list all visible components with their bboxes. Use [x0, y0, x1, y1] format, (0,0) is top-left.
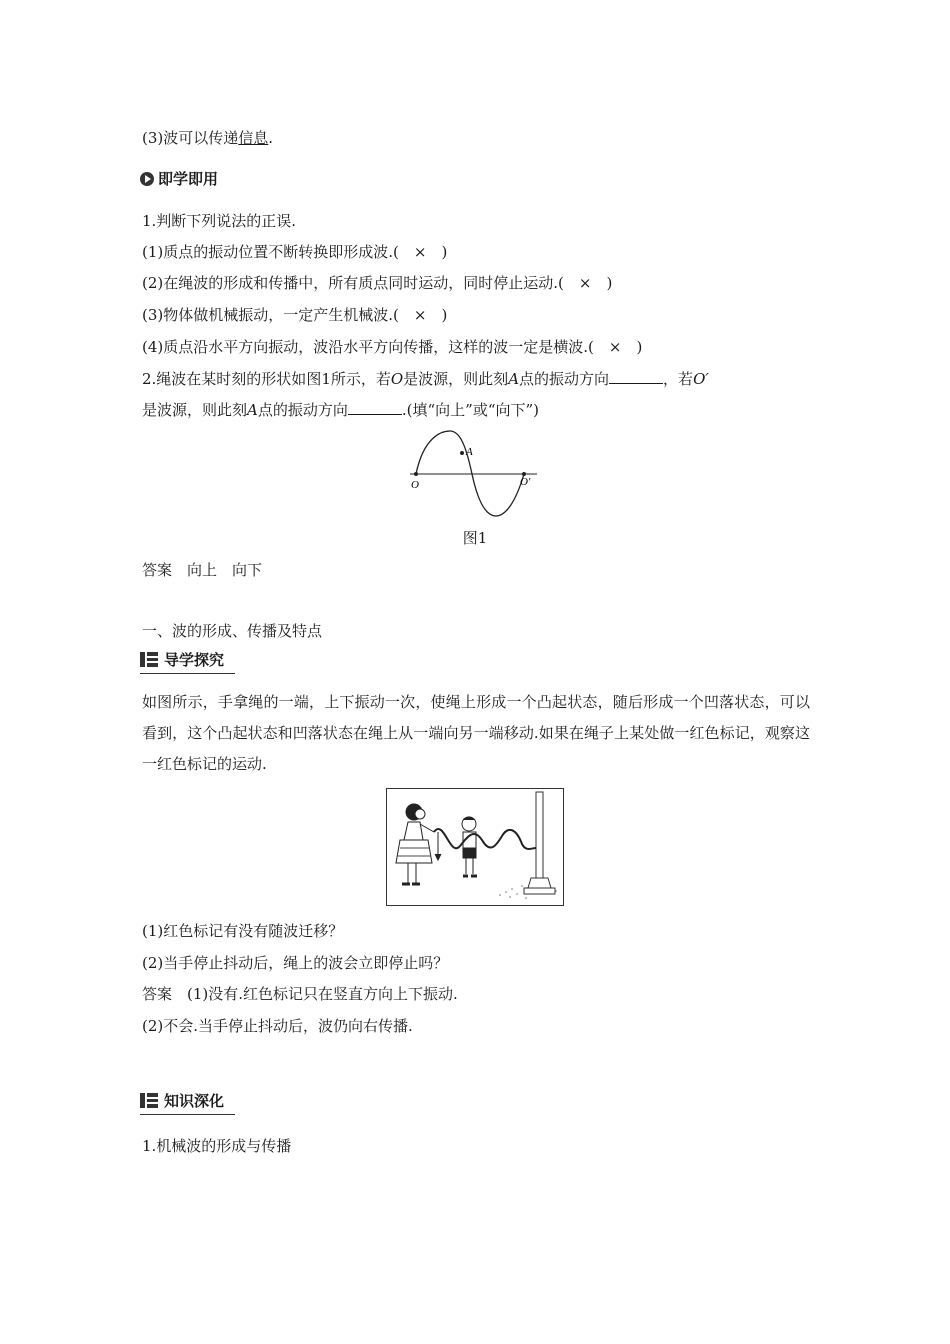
- question-2-line-2: 是波源，则此刻A点的振动方向 .(填“向上”或“向下”): [142, 401, 540, 419]
- figure-caption: 图1: [462, 529, 488, 547]
- answer-q2: 答案 向上 向下: [142, 561, 263, 579]
- answer-blank: [609, 369, 663, 384]
- question-1-item-2: (2)在绳波的形成和传播中，所有质点同时运动，同时停止运动.( × ): [142, 274, 613, 292]
- question-1-item-1: (1)质点的振动位置不断转换即形成波.( × ): [142, 243, 448, 261]
- question-1-item-3: (3)物体做机械振动，一定产生机械波.( × ): [142, 306, 448, 324]
- section-icon: [140, 652, 158, 667]
- heading-rule: [140, 1114, 235, 1115]
- label-o-prime: O′: [520, 476, 531, 488]
- item-3: (3)波可以传递信息.: [142, 129, 274, 147]
- heading-rule: [140, 673, 235, 674]
- label-a: A: [466, 446, 473, 458]
- play-icon: [140, 172, 154, 186]
- explore-question-2: (2)当手停止抖动后，绳上的波会立即停止吗？: [142, 954, 449, 972]
- answer-blank: [348, 400, 402, 415]
- point-a: [460, 451, 464, 455]
- explore-heading: 导学探究: [140, 650, 224, 670]
- pole: [536, 792, 543, 878]
- label-o: O: [411, 479, 419, 491]
- question-1: 1.判断下列说法的正误.: [142, 212, 297, 230]
- deepen-item-1: 1.机械波的形成与传播: [142, 1137, 292, 1155]
- apply-heading: 即学即用: [140, 169, 218, 189]
- point-o: [414, 472, 418, 476]
- explore-question-1: (1)红色标记有没有随波迁移？: [142, 922, 344, 940]
- part-one-title: 一、波的形成、传播及特点: [142, 622, 323, 640]
- explore-answer-line-2: (2)不会.当手停止抖动后，波仍向右传播.: [142, 1017, 413, 1035]
- rope-illustration: [386, 788, 564, 906]
- wave-figure: [400, 426, 550, 521]
- section-icon: [140, 1093, 158, 1108]
- explore-paragraph: 如图所示，手拿绳的一端，上下振动一次，使绳上形成一个凸起状态，随后形成一个凹落状态，可以看到，这个凸起状态和凹落状态在绳上从一端向另一端移动.如果在绳子上某处做一红色标记，观察这一红色标记的运动.: [142, 693, 810, 773]
- deepen-heading: 知识深化: [140, 1091, 224, 1111]
- question-2-line-1: 2.绳波在某时刻的形状如图1所示，若O是波源，则此刻A点的振动方向 ，若O′: [142, 370, 709, 388]
- explore-answer-line-1: 答案 (1)没有.红色标记只在竖直方向上下振动.: [142, 985, 458, 1003]
- underlined-term: 信息: [238, 129, 269, 147]
- question-1-item-4: (4)质点沿水平方向振动，波沿水平方向传播，这样的波一定是横波.( × ): [142, 338, 643, 356]
